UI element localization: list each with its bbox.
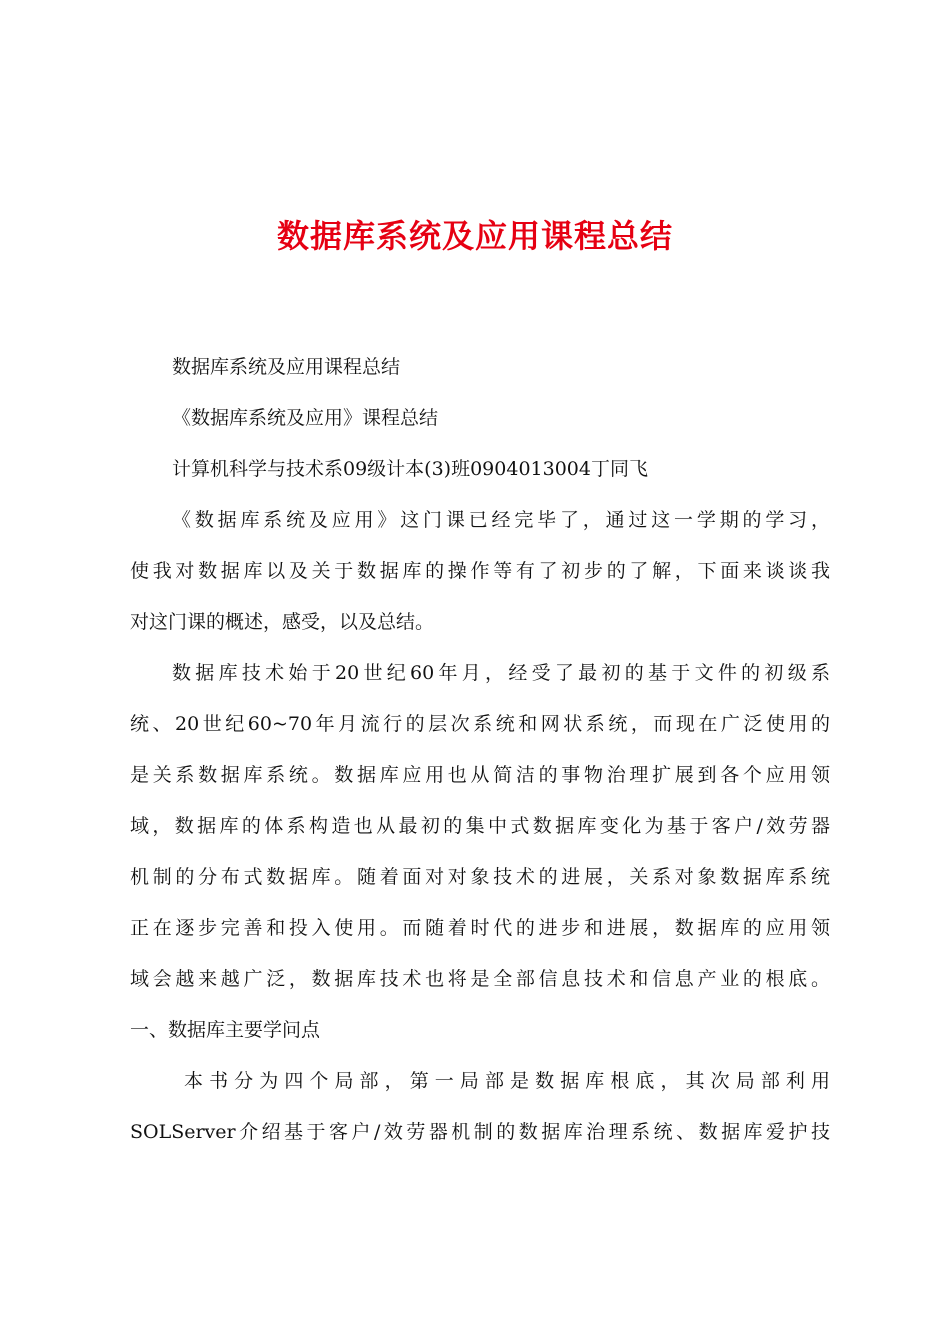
paragraph-line: 域会越来越广泛，数据库技术也将是全部信息技术和信息产业的根底。 xyxy=(130,968,830,990)
paragraph-line: 计算机科学与技术系09级计本(3)班0904013004丁同飞 xyxy=(172,458,648,480)
paragraph-line: 《数据库系统及应用》这门课已经完毕了，通过这一学期的学习， xyxy=(172,509,830,531)
paragraph-line: 机制的分布式数据库。随着面对对象技术的进展，关系对象数据库系统 xyxy=(130,866,830,888)
paragraph-line: 域，数据库的体系构造也从最初的集中式数据库变化为基于客户/效劳器 xyxy=(130,815,830,837)
paragraph-line: 统、20世纪60~70年月流行的层次系统和网状系统，而现在广泛使用的 xyxy=(130,713,830,735)
paragraph-line: SOLServer介绍基于客户/效劳器机制的数据库治理系统、数据库爱护技 xyxy=(130,1121,830,1143)
paragraph-line: 数据库技术始于20世纪60年月，经受了最初的基于文件的初级系 xyxy=(172,662,830,684)
paragraph-line: 使我对数据库以及关于数据库的操作等有了初步的了解，下面来谈谈我 xyxy=(130,560,830,582)
document-title: 数据库系统及应用课程总结 xyxy=(276,217,673,255)
section-heading: 一、数据库主要学问点 xyxy=(130,1019,321,1041)
paragraph-line: 《数据库系统及应用》课程总结 xyxy=(172,407,439,429)
document-body xyxy=(130,342,830,1158)
paragraph-line: 对这门课的概述，感受，以及总结。 xyxy=(130,611,435,633)
paragraph-line: 正在逐步完善和投入使用。而随着时代的进步和进展，数据库的应用领 xyxy=(130,917,830,939)
paragraph-line: 本书分为四个局部，第一局部是数据库根底，其次局部利用 xyxy=(184,1070,830,1092)
paragraph-line: 是关系数据库系统。数据库应用也从简洁的事物治理扩展到各个应用领 xyxy=(130,764,830,786)
paragraph-line: 数据库系统及应用课程总结 xyxy=(172,356,401,378)
